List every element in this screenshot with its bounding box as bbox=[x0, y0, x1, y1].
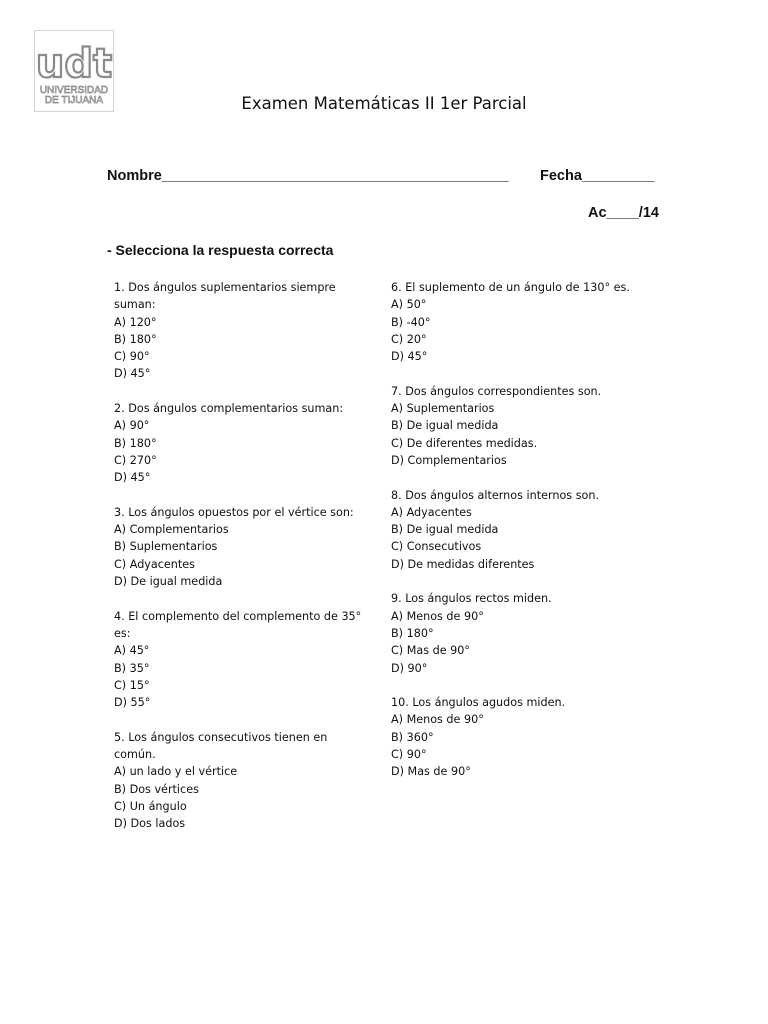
question-6 bbox=[391, 279, 691, 365]
option-c: C) 90° bbox=[391, 748, 427, 762]
question-text: 4. El complemento del complemento de 35° es: bbox=[114, 609, 362, 640]
option-b: B) 360° bbox=[391, 730, 434, 744]
option-c: C) Adyacentes bbox=[114, 557, 195, 571]
question-5 bbox=[114, 729, 372, 833]
score-field-line: Ac____/14 bbox=[588, 205, 659, 221]
question-7 bbox=[391, 383, 691, 469]
option-c: C) 20° bbox=[391, 332, 427, 346]
option-b: B) 35° bbox=[114, 661, 150, 675]
question-text: 6. El suplemento de un ángulo de 130° es. bbox=[391, 281, 630, 294]
option-b: B) Suplementarios bbox=[114, 540, 218, 554]
option-a: A) 120° bbox=[114, 315, 157, 329]
option-d: D) 45° bbox=[391, 350, 428, 364]
option-d: D) 55° bbox=[114, 696, 151, 710]
option-b: B) Dos vértices bbox=[114, 782, 199, 796]
question-8 bbox=[391, 487, 691, 573]
question-text: 2. Dos ángulos complementarios suman: bbox=[114, 402, 344, 416]
option-b: B) De igual medida bbox=[391, 523, 499, 537]
question-4 bbox=[114, 608, 372, 712]
question-column-left bbox=[114, 279, 372, 850]
option-c: C) Consecutivos bbox=[391, 540, 482, 554]
option-a: A) Suplementarios bbox=[391, 402, 495, 416]
option-a: A) 50° bbox=[391, 298, 427, 312]
question-text: 3. Los ángulos opuestos por el vértice son: bbox=[114, 505, 354, 519]
logo-line-2: DE TIJUANA bbox=[44, 95, 104, 106]
option-a: A) un lado y el vértice bbox=[114, 765, 238, 779]
option-b: B) De igual medida bbox=[391, 419, 499, 433]
date-field-line: Fecha_________ bbox=[540, 168, 655, 184]
option-a: A) 90° bbox=[114, 419, 150, 433]
exam-title: Examen Matemáticas II 1er Parcial bbox=[241, 94, 527, 113]
option-b: B) 180° bbox=[114, 332, 157, 346]
option-d: D) Mas de 90° bbox=[391, 765, 471, 779]
question-9 bbox=[391, 590, 691, 676]
question-column-right bbox=[391, 279, 691, 798]
option-d: D) 90° bbox=[391, 661, 428, 675]
option-a: A) Adyacentes bbox=[391, 505, 472, 519]
question-3 bbox=[114, 504, 372, 590]
question-text: 9. Los ángulos rectos miden. bbox=[391, 592, 552, 606]
option-d: D) 45° bbox=[114, 367, 151, 381]
option-c: C) Mas de 90° bbox=[391, 644, 470, 658]
option-c: C) 270° bbox=[114, 453, 157, 467]
option-d: D) 45° bbox=[114, 471, 151, 485]
option-b: B) 180° bbox=[114, 436, 157, 450]
question-1 bbox=[114, 279, 372, 383]
question-text: 1. Dos ángulos suplementarios siempre suman: bbox=[114, 281, 336, 312]
option-c: C) De diferentes medidas. bbox=[391, 436, 538, 450]
instructions: - Selecciona la respuesta correcta bbox=[107, 242, 334, 258]
question-text: 10. Los ángulos agudos miden. bbox=[391, 696, 566, 710]
option-b: B) -40° bbox=[391, 315, 431, 329]
name-field-line: Nombre___________________________________________ bbox=[107, 168, 509, 184]
option-d: D) De igual medida bbox=[114, 575, 223, 589]
question-10 bbox=[391, 694, 691, 780]
option-c: C) 15° bbox=[114, 678, 150, 692]
option-a: A) Menos de 90° bbox=[391, 609, 484, 623]
logo-line-1: UNIVERSIDAD bbox=[39, 85, 109, 96]
option-a: A) Complementarios bbox=[114, 523, 229, 537]
option-a: A) Menos de 90° bbox=[391, 713, 484, 727]
option-a: A) 45° bbox=[114, 644, 150, 658]
question-text: 5. Los ángulos consecutivos tienen en común. bbox=[114, 730, 328, 762]
option-b: B) 180° bbox=[391, 626, 434, 640]
option-c: C) 90° bbox=[114, 350, 150, 364]
option-d: D) Complementarios bbox=[391, 453, 507, 467]
question-2 bbox=[114, 400, 372, 486]
logo-wordmark: udt bbox=[35, 41, 113, 87]
question-text: 8. Dos ángulos alternos internos son. bbox=[391, 488, 600, 502]
option-c: C) Un ángulo bbox=[114, 799, 187, 813]
question-text: 7. Dos ángulos correspondientes son. bbox=[391, 384, 602, 398]
option-d: D) Dos lados bbox=[114, 817, 186, 831]
option-d: D) De medidas diferentes bbox=[391, 557, 535, 571]
